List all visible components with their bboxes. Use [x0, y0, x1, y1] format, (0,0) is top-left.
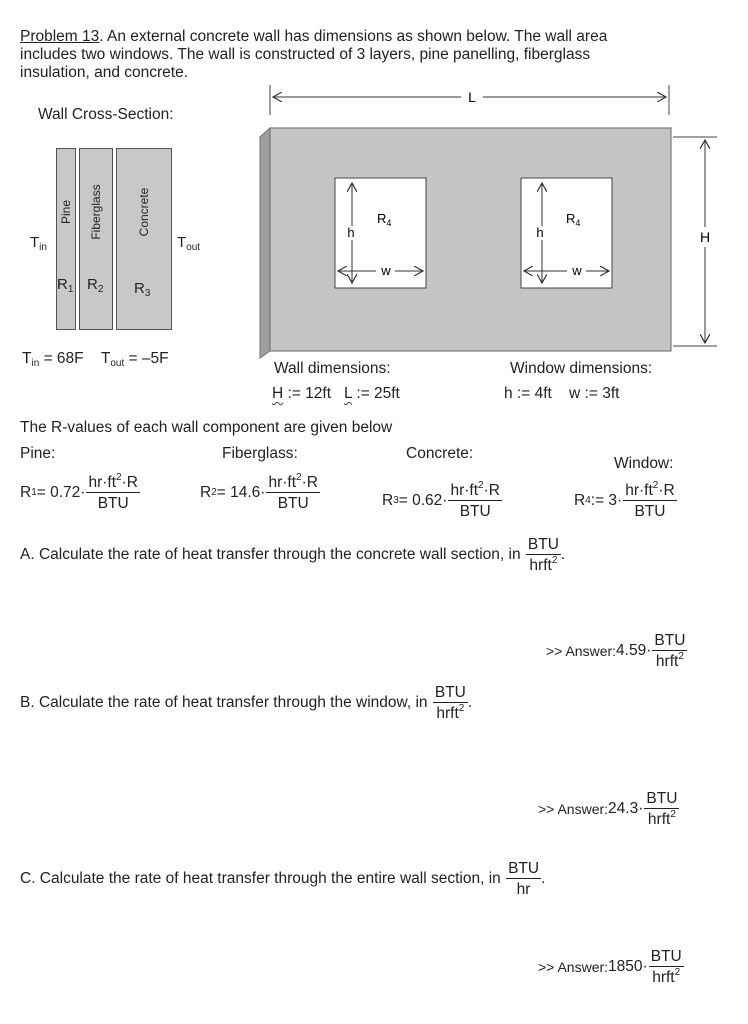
h-dim-label: H — [699, 229, 711, 245]
window-right-w-label: w — [572, 263, 582, 278]
answer-c: >> Answer: 1850· $\frac{\text{BTU}}{hrft^2}$ — [538, 948, 682, 986]
window-right-r4-label: $R_4$ — [566, 211, 581, 228]
rvalues-intro: The R-values of each wall component are given below — [20, 419, 393, 436]
intro-line-3: insulation, and concrete. — [20, 64, 189, 81]
answer-a: >> Answer: 4.59· $\frac{\text{BTU}}{hrft^2}$ — [546, 632, 686, 670]
intro-line-1: . An external concrete wall has dimensions as shown below. The wall area — [99, 28, 608, 45]
l-dim-label: L — [468, 89, 476, 105]
concrete-label: Concrete — [137, 187, 151, 237]
tout-label: $T_{out}$ — [177, 234, 201, 253]
answer-b: >> Answer: 24.3· $\frac{\text{BTU}}{hrft^2}$ — [538, 790, 678, 828]
question-c: C. Calculate the rate of heat transfer through the entire wall section, in $\frac{\text{BTU}}{hr}$ . — [20, 860, 546, 898]
window-left-r4-label: $R_4$ — [377, 211, 392, 228]
r3-equation: R 3 = 0.62· $\frac{hr\cdot ft^2\cdot R}{\text{BTU}}$ — [382, 480, 500, 520]
question-b: B. Calculate the rate of heat transfer through the window, in $\frac{\text{BTU}}{hrft^2}$ . — [20, 684, 473, 722]
window-heading: Window: — [614, 455, 674, 472]
r1-label: $R_1$ — [57, 276, 74, 295]
wall-side-face — [260, 128, 270, 358]
temperatures: $T_{in} = 68F$ $T_{out} = -5F$ — [22, 350, 169, 369]
window-dims-values: h := 4ft w := 3ft — [504, 385, 620, 402]
wall-dims-values: H := 12ft L := 25ft — [272, 385, 400, 402]
r1-equation: R 1 = 0.72· $\frac{hr\cdot ft^2\cdot R}{\text{BTU}}$ — [20, 472, 138, 512]
pine-layer — [56, 148, 76, 330]
concrete-layer — [116, 148, 172, 330]
r4-equation: R 4 := 3· $\frac{hr\cdot ft^2\cdot R}{\text{BTU}}$ — [574, 480, 675, 520]
tin-label: $T_{in}$ — [30, 234, 47, 253]
window-left-w-label: w — [381, 263, 391, 278]
window-dims-title: Window dimensions: — [510, 360, 653, 377]
pine-heading: Pine: — [20, 445, 56, 462]
fiberglass-heading: Fiberglass: — [222, 445, 298, 462]
r2-label: $R_2$ — [87, 276, 104, 295]
question-a: A. Calculate the rate of heat transfer through the concrete wall section, in $\frac{\text{BTU}}{hrft^2}$ . — [20, 536, 566, 574]
wall-drawing — [255, 85, 730, 360]
r3-label: $R_3$ — [134, 280, 151, 299]
pine-label: Pine — [59, 199, 73, 225]
intro-line-2: includes two windows. The wall is constructed of 3 layers, pine panelling, fiberglass — [20, 46, 591, 63]
concrete-heading: Concrete: — [406, 445, 474, 462]
r2-equation: R 2 = 14.6· $\frac{hr\cdot ft^2\cdot R}{\text{BTU}}$ — [200, 472, 318, 512]
wall-dims-title: Wall dimensions: — [274, 360, 391, 377]
cross-section-title: Wall Cross-Section: — [38, 106, 174, 123]
fiberglass-label: Fiberglass — [89, 184, 103, 240]
window-left-h-label: h — [347, 225, 355, 240]
problem-statement — [20, 28, 730, 82]
problem-label: Problem 13 — [20, 28, 100, 45]
window-right-h-label: h — [536, 225, 544, 240]
